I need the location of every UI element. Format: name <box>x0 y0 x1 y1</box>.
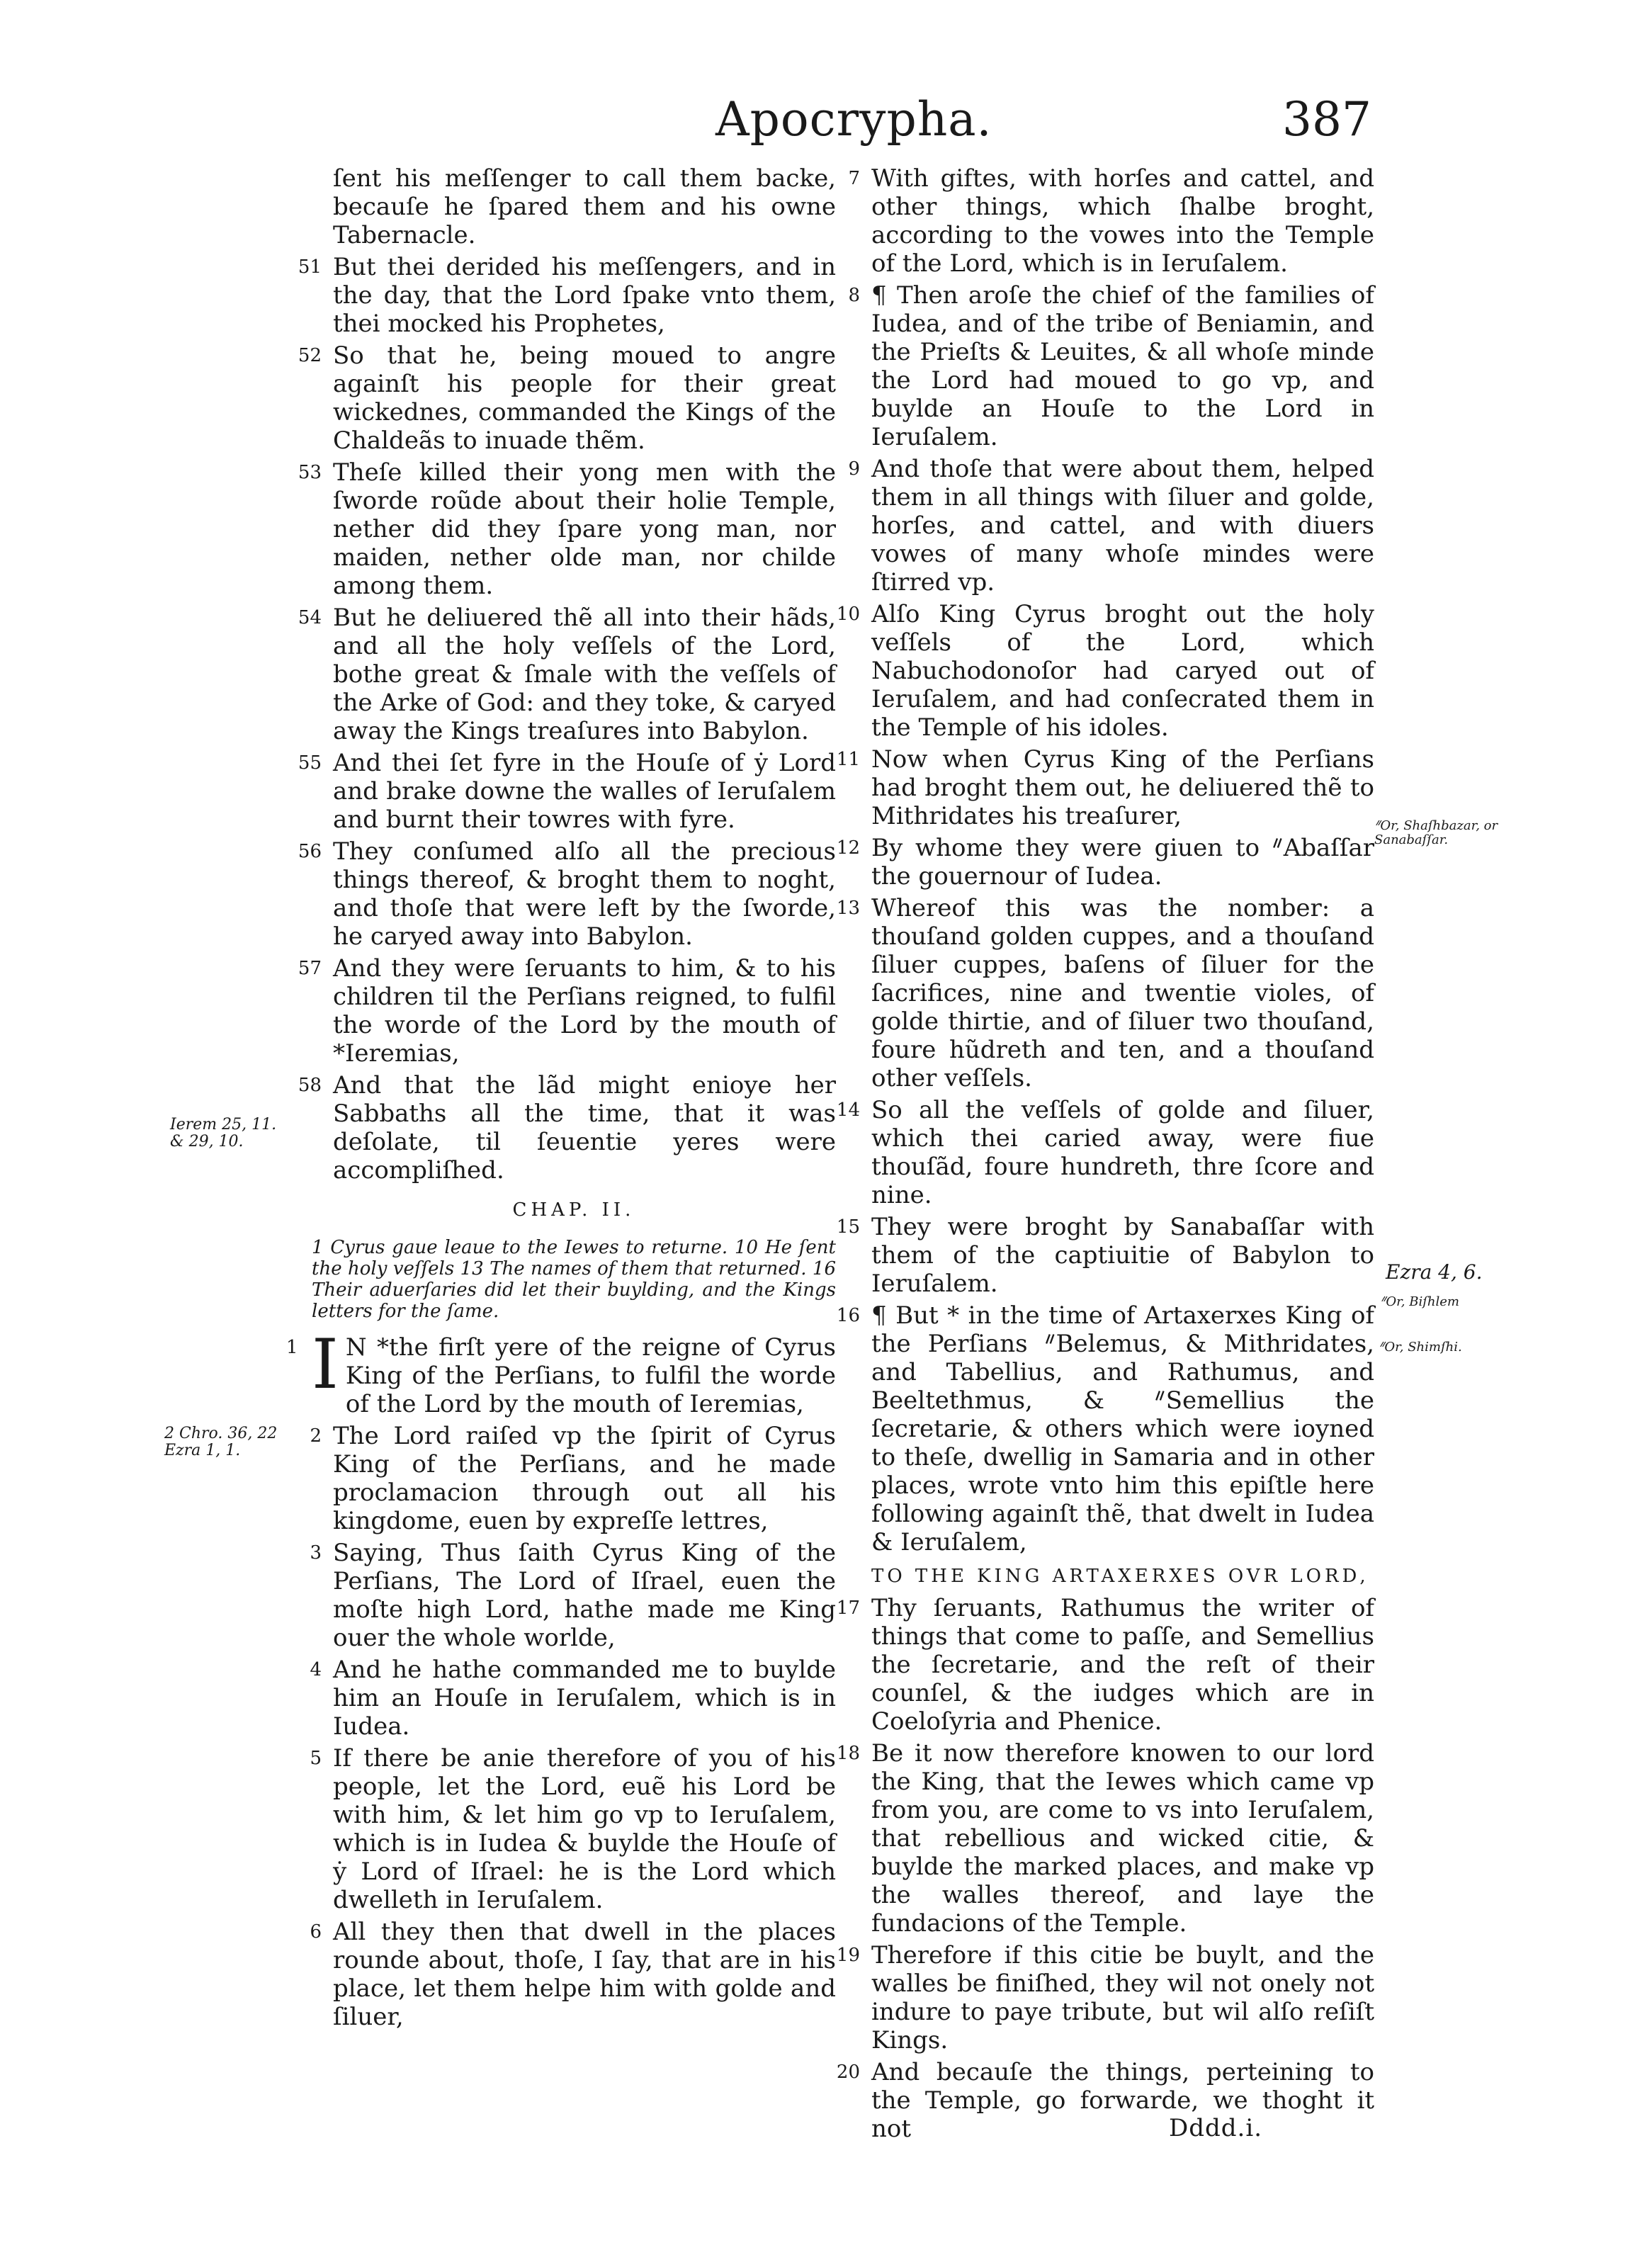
verse <box>836 1739 1374 1938</box>
verse-number: 17 <box>836 1598 860 1619</box>
verse <box>298 837 836 951</box>
verse <box>850 455 1374 597</box>
drop-cap-initial: I <box>312 1325 339 1404</box>
verse <box>312 1656 836 1741</box>
verse <box>836 1941 1374 2054</box>
left-column <box>286 164 836 2035</box>
verse <box>298 458 836 600</box>
verse-text: Whereof this was the nomber: a thouſand golden cuppes, and a thouſand ſiluer cuppes, baſens of ſiluer for the ſacrifices, nine and twentie violes, of golde thirtie, and of ſiluer two thouſand, foure hũdreth and ten, and a thouſand other veſſels. <box>871 894 1374 1092</box>
verse-text: With giftes, with horſes and cattel, and other things, which ſhalbe broght, according to the vowes into the Temple of the Lord, which is in Ieruſalem. <box>871 164 1374 278</box>
verse-text: Saying, Thus ſaith Cyrus King of the Perſians, The Lord of Iſrael, euen the moſte high Lord, hathe made me King ouer the whole worlde, <box>333 1539 836 1652</box>
verse <box>836 600 1374 742</box>
verse <box>836 834 1374 891</box>
right-verses-a <box>836 164 1374 1556</box>
salutation <box>850 1560 1374 1590</box>
verse-text: Theſe killed their yong men with the ſworde roũde about their holie Temple, nether did they ſpare yong man, nor maiden, nether olde man, nor childe among them. <box>333 458 836 600</box>
verse-number: 53 <box>298 462 322 483</box>
verse-text: But he deliuered thẽ all into their hãds, and all the holy veſſels of the Lord, bothe great & ſmale with the veſſels of the Arke of God: and they toke, & caryed away the Kings treaſures into Babylon. <box>333 604 836 745</box>
margin-note-right-4: ᐥOr, Shimſhi. <box>1379 1340 1462 1355</box>
verse-number: 19 <box>836 1945 860 1966</box>
page-number: 387 <box>1282 92 1371 147</box>
verse <box>836 1301 1374 1556</box>
right-verses-b <box>836 1594 1374 2143</box>
verse-text: So that he, being moued to angre againſt his people for their great wickednes, commanded the Kings of the Chaldeãs to inuade thẽm. <box>333 341 836 455</box>
verse-number: 15 <box>836 1216 860 1238</box>
verse <box>850 164 1374 278</box>
verse-number: 4 <box>310 1659 322 1680</box>
verse-number: 20 <box>836 2062 860 2083</box>
verse-number: 3 <box>310 1542 322 1564</box>
verse <box>312 1539 836 1652</box>
verse-text: Now when Cyrus King of the Perſians had broght them out, he deliuered thẽ to Mithridates his treaſurer, <box>871 745 1374 830</box>
verse-text: And he hathe commanded me to buylde him an Houſe in Ieruſalem, which is in Iudea. <box>333 1656 836 1741</box>
verse-number: 7 <box>848 168 860 189</box>
verse-text: And becauſe the things, perteining to the Temple, go forwarde, we thoght it not <box>871 2058 1374 2143</box>
verse-number: 1 <box>286 1337 298 1358</box>
verse-number: 12 <box>836 837 860 859</box>
signature-mark: Dddd.i. <box>1169 2114 1263 2142</box>
verse-number: 6 <box>310 1921 322 1943</box>
verse-number: 51 <box>298 256 322 278</box>
verse-number: 5 <box>310 1748 322 1769</box>
verse-text: They were broght by Sanabaſſar with them of the captiuitie of Babylon to Ieruſalem. <box>871 1213 1374 1298</box>
verse <box>312 1918 836 2031</box>
verse-text: Therefore if this citie be buylt, and the walles be finiſhed, they wil not onely not indure to paye tribute, but wil alſo reſiſt Kings. <box>871 1941 1374 2054</box>
verse-text: Alſo King Cyrus broght out the holy veſſels of the Lord, which Nabuchodonoſor had caryed out of Ieruſalem, and had conſecrated them in the Temple of his idoles. <box>871 600 1374 742</box>
margin-note-right-2: Ezra 4, 6. <box>1386 1260 1483 1284</box>
verse <box>298 954 836 1068</box>
verse <box>312 1422 836 1535</box>
verse-number: 55 <box>298 752 322 774</box>
verse-text: By whome they were giuen to ᐥAbaſſar the gouernour of Iudea. <box>871 834 1374 891</box>
verse <box>836 1096 1374 1209</box>
verse-text: N *the firſt yere of the reigne of Cyrus King of the Perſians, to fulfil the worde of the Lord by the mouth of Ieremias, <box>345 1333 836 1418</box>
chapter-heading: CHAP. II. <box>512 1199 635 1221</box>
margin-note-right-1: ᐥOr, Shaſhbazar, or Sanabaſſar. <box>1374 818 1498 847</box>
verse-number: 8 <box>848 285 860 306</box>
margin-note-left-1: Ierem 25, 11. & 29, 10. <box>170 1116 277 1151</box>
verse-text: The Lord raiſed vp the ſpirit of Cyrus King of the Perſians, and he made proclamacion through out all his kingdome, euen by expreſſe lettres, <box>333 1422 836 1535</box>
verse <box>836 894 1374 1092</box>
verse-text: And thei ſet fyre in the Houſe of ẏ Lord and brake downe the walles of Ieruſalem and burnt their towres with fyre. <box>333 749 836 834</box>
verse-number: 18 <box>836 1743 860 1764</box>
running-head: Apocrypha. <box>715 92 992 147</box>
verse-text: And they were ſeruants to him, & to his children til the Perſians reigned, to fulfil the worde of the Lord by the mouth of *Ieremias, <box>333 954 836 1068</box>
verse <box>836 2058 1374 2143</box>
verse-text: Be it now therefore knowen to our lord the King, that the Iewes which came vp from you, are come to vs into Ieruſalem, that rebellious and wicked citie, & buylde the marked places, and make vp the walles thereof, and laye the fundacions of the Temple. <box>871 1739 1374 1938</box>
verse-number: 16 <box>836 1305 860 1326</box>
verse-number: 11 <box>836 749 860 770</box>
verse-number: 14 <box>836 1099 860 1121</box>
right-column <box>836 164 1374 2147</box>
verse-text: ſent his meſſenger to call them backe, becauſe he ſpared them and his owne Tabernacle. <box>333 164 836 249</box>
verse-text: ¶ But * in the time of Artaxerxes King of the Perſians ᐥBelemus, & Mithridates, and Tabellius, and Rathumus, and Beeltethmus, & ᐥSemellius the ſecretarie, & others which were ioyned to theſe, dwellig in Samaria and in other places, wrote vnto him this epiſtle here following againſt thẽ, that dwelt in Iudea & Ieruſalem, <box>871 1301 1374 1556</box>
verse-number: 54 <box>298 607 322 628</box>
verse-text: But thei derided his meſſengers, and in the day, that the Lord ſpake vnto them, thei mocked his Prophetes, <box>333 253 836 338</box>
margin-note-left-2: 2 Chro. 36, 22 Ezra 1, 1. <box>164 1425 278 1459</box>
verse-number: 2 <box>310 1425 322 1447</box>
margin-note-right-3: ᐥOr, Biſhlem <box>1380 1294 1459 1309</box>
verse-number: 9 <box>848 458 860 480</box>
verse-number: 57 <box>298 958 322 979</box>
verse-number: 52 <box>298 345 322 366</box>
verse-number: 13 <box>836 898 860 919</box>
verse <box>836 745 1374 830</box>
verse <box>312 1744 836 1914</box>
verse <box>298 604 836 745</box>
verse-text: Thy ſeruants, Rathumus the writer of things that come to paſſe, and Semellius the ſecretarie, and the reſt of their counſel, & the iudges which are in Coeloſyria and Phenice. <box>871 1594 1374 1736</box>
left-verses-a <box>298 253 836 1185</box>
verse-number: 56 <box>298 841 322 862</box>
chapter-argument: 1 Cyrus gaue leaue to the Iewes to returne. 10 He ſent the holy veſſels 13 The names of them that returned. 16 Their aduerſaries did let their buylding, and the Kings letters for the ſame. <box>312 1237 836 1322</box>
verse-text: And that the lãd might enioye her Sabbaths all the time, that it was deſolate, til ſeuentie yeres were accompliſhed. <box>333 1071 836 1185</box>
verse <box>836 1213 1374 1298</box>
verse-text: So all the veſſels of golde and ſiluer, which thei caried away, were fiue thouſãd, foure hundreth, thre ſcore and nine. <box>871 1096 1374 1209</box>
verse-number: 58 <box>298 1075 322 1096</box>
verse-text: And thoſe that were about them, helped them in all things with ſiluer and golde, horſes, and cattel, and with diuers vowes of many whoſe mindes were ſtirred vp. <box>871 455 1374 597</box>
verse <box>850 281 1374 451</box>
verse-text: They conſumed alſo all the precious things thereof, & broght them to noght, and thoſe that were left by the ſworde, he caryed away into Babylon. <box>333 837 836 951</box>
salutation-text: TO THE KING ARTAXERXES OVR LORD, <box>871 1566 1369 1587</box>
verse <box>298 341 836 455</box>
verse <box>298 749 836 834</box>
verse-number: 10 <box>836 604 860 625</box>
verse <box>298 253 836 338</box>
verse-text: If there be anie therefore of you of his people, let the Lord, euẽ his Lord be with him, & let him go vp to Ieruſalem, which is in Iudea & buylde the Houſe of ẏ Lord of Iſrael: he is the Lord which dwelleth in Ieruſalem. <box>333 1744 836 1914</box>
verse <box>836 1594 1374 1736</box>
verse-text: ¶ Then aroſe the chief of the families of Iudea, and of the tribe of Beniamin, and the Prieſts & Leuites, & all whoſe minde the Lord had moued to go vp, and buylde an Houſe to the Lord in Ieruſalem. <box>871 281 1374 451</box>
continuation-text <box>312 164 836 249</box>
verse <box>298 1071 836 1185</box>
left-verses-b <box>312 1422 836 2031</box>
dropcap-verse <box>286 1325 836 1418</box>
verse-text: All they then that dwell in the places rounde about, thoſe, I ſay, that are in his place, let them helpe him with golde and ſiluer, <box>333 1918 836 2031</box>
